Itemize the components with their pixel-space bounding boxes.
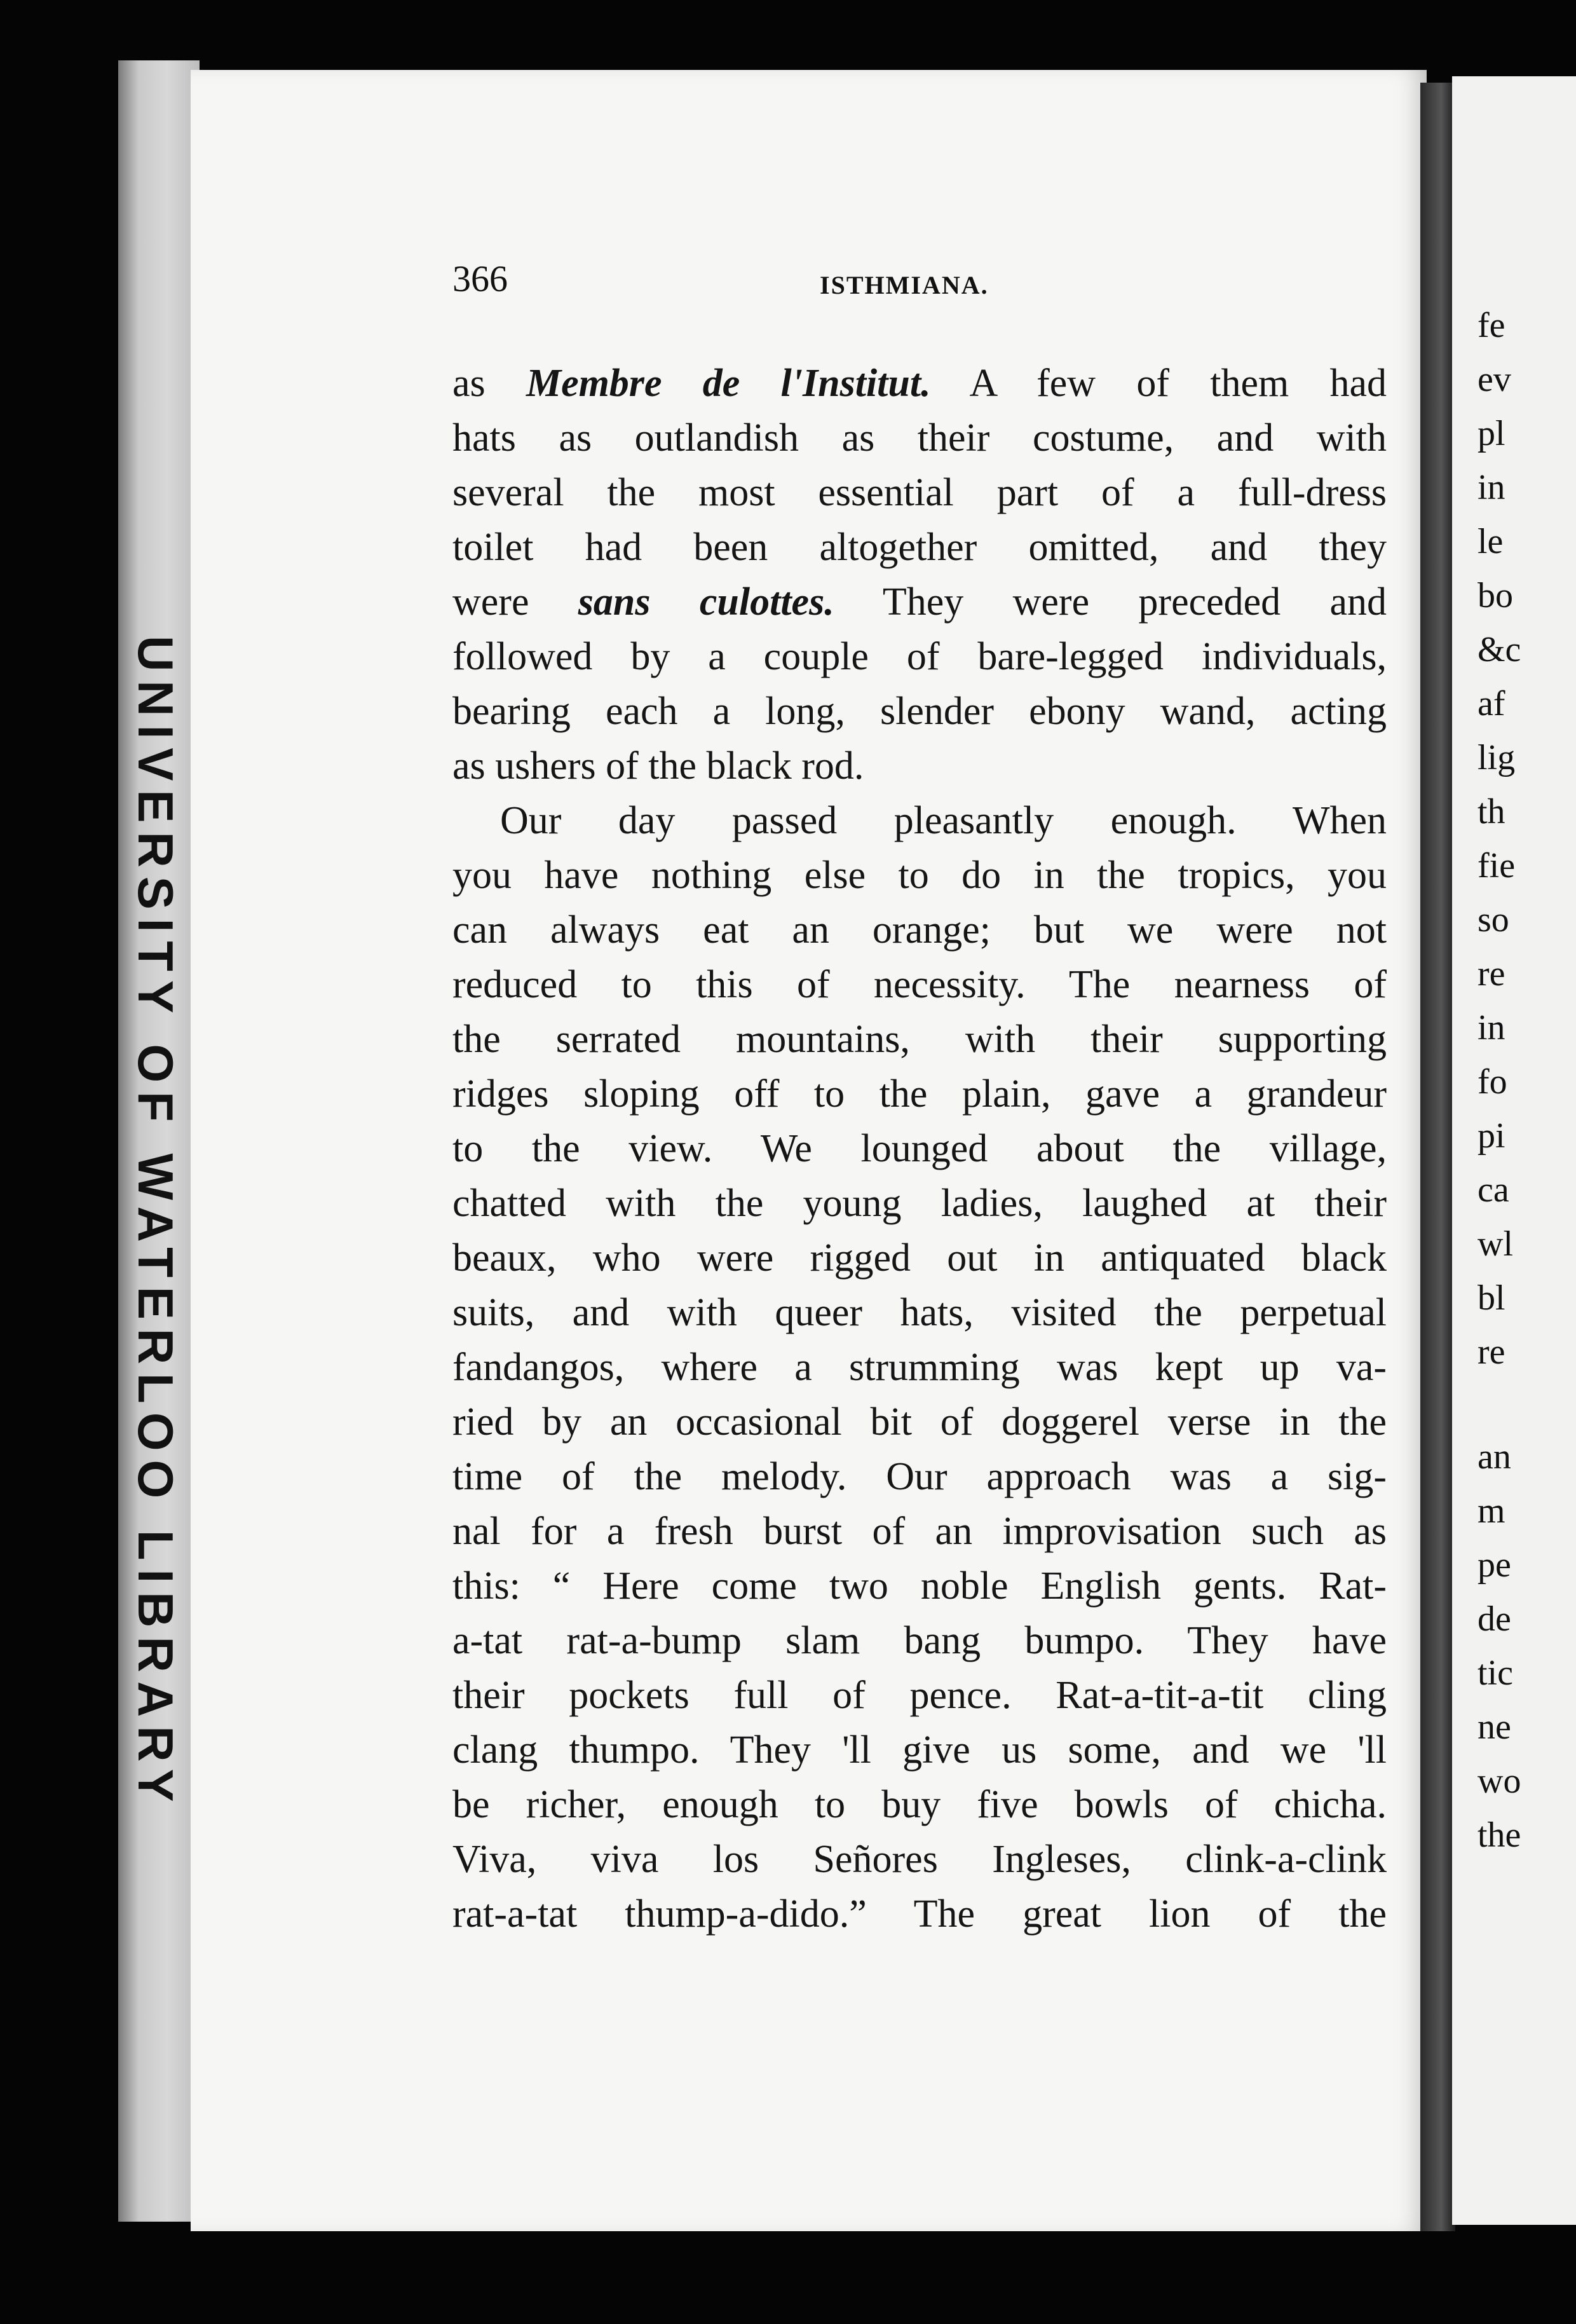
text-line: were sans culottes. They were preceded and xyxy=(452,580,1387,624)
paragraph-2 xyxy=(452,793,1387,1941)
facing-page xyxy=(1452,76,1576,2225)
facing-page-fragment: de xyxy=(1478,1599,1511,1639)
page-number: 366 xyxy=(452,258,508,299)
body-text xyxy=(452,356,1387,1941)
facing-page-fragment: fo xyxy=(1478,1062,1507,1102)
text-line: rat-a-tat thump-a-dido.” The great lion of the xyxy=(452,1892,1387,1936)
text-line: ridges sloping off to the plain, gave a grandeur xyxy=(452,1072,1387,1116)
facing-page-fragment: the xyxy=(1478,1815,1521,1855)
facing-page-fragment: ca xyxy=(1478,1170,1509,1210)
running-head: ISTHMIANA. xyxy=(820,271,989,299)
library-stamp: UNIVERSITY OF WATERLOO LIBRARY xyxy=(128,636,184,1811)
text-line: Viva, viva los Señores Ingleses, clink-a-clink xyxy=(452,1838,1387,1881)
text-line: as Membre de l'Institut. A few of them had xyxy=(452,362,1387,405)
text-line: hats as outlandish as their costume, and with xyxy=(452,416,1387,460)
text-line: can always eat an orange; but we were not xyxy=(452,908,1387,952)
facing-page-fragment: bo xyxy=(1478,576,1513,615)
facing-page-fragment: in xyxy=(1478,468,1505,507)
text-line: their pockets full of pence. Rat-a-tit-a-tit cling xyxy=(452,1674,1387,1717)
text-line: toilet had been altogether omitted, and they xyxy=(452,526,1387,569)
text-line: clang thumpo. They 'll give us some, and we 'll xyxy=(452,1728,1387,1772)
facing-page-fragment: af xyxy=(1478,684,1505,723)
facing-page-fragment: le xyxy=(1478,522,1504,561)
facing-page-fragment: pe xyxy=(1478,1545,1511,1585)
facing-page-fragment: fie xyxy=(1478,846,1516,885)
text-line: nal for a fresh burst of an improvisation such as xyxy=(452,1510,1387,1553)
facing-page-fragment: fe xyxy=(1478,306,1505,345)
text-line: a-tat rat-a-bump slam bang bumpo. They have xyxy=(452,1619,1387,1662)
text-line: several the most essential part of a full-dress xyxy=(452,471,1387,514)
facing-page-fragment: pl xyxy=(1478,414,1505,453)
text-line: ried by an occasional bit of doggerel verse in the xyxy=(452,1400,1387,1444)
facing-page-fragment: re xyxy=(1478,1332,1505,1372)
facing-page-fragment: so xyxy=(1478,900,1509,940)
facing-page-fragment: ne xyxy=(1478,1707,1511,1747)
text-line: be richer, enough to buy five bowls of chicha. xyxy=(452,1783,1387,1826)
facing-page-fragment: tic xyxy=(1478,1653,1513,1693)
facing-page-fragment: bl xyxy=(1478,1278,1505,1318)
paragraph-1 xyxy=(452,356,1387,793)
text-line: chatted with the young ladies, laughed at their xyxy=(452,1182,1387,1225)
text-line: time of the melody. Our approach was a sig- xyxy=(452,1455,1387,1498)
text-line: this: “ Here come two noble English gents. Rat- xyxy=(452,1564,1387,1608)
text-line: you have nothing else to do in the tropics, you xyxy=(452,854,1387,897)
facing-page-fragment: lig xyxy=(1478,738,1516,777)
page-gutter xyxy=(1420,83,1455,2231)
text-line: followed by a couple of bare-legged individuals, xyxy=(452,635,1387,678)
text-line: reduced to this of necessity. The nearness of xyxy=(452,963,1387,1006)
text-line: beaux, who were rigged out in antiquated black xyxy=(452,1236,1387,1280)
facing-page-fragment: wo xyxy=(1478,1761,1521,1801)
facing-page-fragment: &c xyxy=(1478,630,1521,669)
text-line: Our day passed pleasantly enough. When xyxy=(500,799,1387,842)
text-line: bearing each a long, slender ebony wand, acting xyxy=(452,690,1387,733)
text-line: as ushers of the black rod. xyxy=(452,744,864,788)
text-line: to the view. We lounged about the village, xyxy=(452,1127,1387,1170)
facing-page-fragment: pi xyxy=(1478,1116,1505,1156)
facing-page-fragment: in xyxy=(1478,1008,1505,1048)
text-line: fandangos, where a strumming was kept up va- xyxy=(452,1346,1387,1389)
facing-page-fragment: wl xyxy=(1478,1224,1513,1264)
text-line: the serrated mountains, with their supporting xyxy=(452,1018,1387,1061)
facing-page-fragment: m xyxy=(1478,1491,1505,1531)
facing-page-fragment: ev xyxy=(1478,360,1511,399)
text-line: suits, and with queer hats, visited the perpetual xyxy=(452,1291,1387,1334)
facing-page-fragment: an xyxy=(1478,1437,1511,1477)
facing-page-fragment: re xyxy=(1478,954,1505,994)
facing-page-fragment: th xyxy=(1478,792,1505,831)
